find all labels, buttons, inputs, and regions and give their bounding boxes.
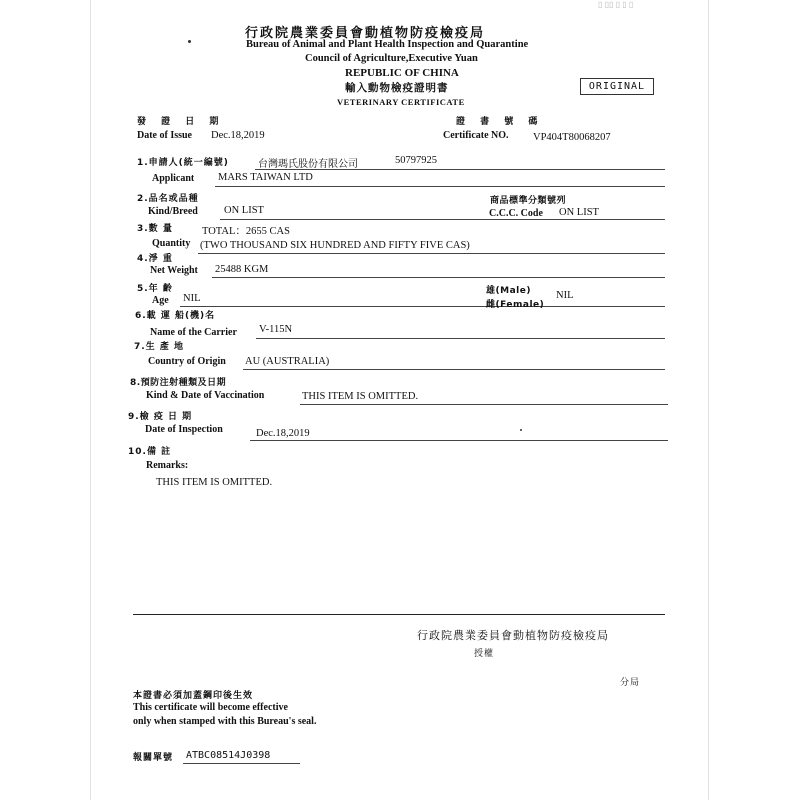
carrier-value: V-115N — [259, 324, 293, 335]
certificate-no-label-zh: 證 書 號 碼 — [456, 117, 544, 127]
ccc-value: ON LIST — [559, 207, 599, 218]
certificate-title-zh: 輸入動物檢疫證明書 — [345, 82, 449, 94]
issue-date-label: Date of Issue — [137, 130, 192, 141]
certificate-no-label: Certificate NO. — [443, 130, 509, 141]
customs-ref-rule — [183, 763, 300, 764]
notice-zh: 本證書必須加蓋鋼印後生效 — [133, 691, 254, 701]
inspection-value: Dec.18,2019 — [256, 428, 310, 439]
certificate-no-value: VP404T80068207 — [533, 132, 611, 143]
weight-label-zh: 4.淨 重 — [137, 254, 173, 264]
country-title-en: REPUBLIC OF CHINA — [345, 67, 459, 79]
inspection-rule — [250, 440, 668, 441]
remarks-label: Remarks: — [146, 460, 189, 471]
origin-value: AU (AUSTRALIA) — [245, 356, 330, 367]
kind-value: ON LIST — [224, 205, 264, 216]
ccc-label: C.C.C. Code — [489, 208, 543, 219]
customs-ref-value: ATBC08514J0398 — [186, 750, 271, 761]
age-value: NIL — [183, 293, 201, 304]
quantity-rule — [198, 253, 665, 254]
certificate-title-en: VETERINARY CERTIFICATE — [337, 97, 465, 107]
origin-rule — [243, 369, 665, 370]
ink-speck — [188, 40, 191, 43]
corner-smudge: ▯ ▯▯ ▯ ▯ ▯ — [598, 0, 634, 9]
quantity-words: (TWO THOUSAND SIX HUNDRED AND FIFTY FIVE CAS) — [200, 240, 470, 251]
applicant-en-rule — [215, 186, 665, 187]
vaccination-label-zh: 8.預防注射種類及日期 — [130, 378, 227, 388]
notice-en-line1: This certificate will become effective — [133, 702, 288, 713]
inspection-label: Date of Inspection — [145, 424, 223, 435]
carrier-label-zh: 6.載 運 船(機)名 — [135, 311, 216, 321]
council-title-en: Council of Agriculture,Executive Yuan — [305, 53, 478, 64]
origin-label-zh: 7.生 產 地 — [134, 342, 184, 352]
carrier-label: Name of the Carrier — [150, 327, 237, 338]
kind-label: Kind/Breed — [148, 206, 198, 217]
weight-value: 25488 KGM — [215, 264, 269, 275]
applicant-label-zh: 1.申請人(統一編號) — [137, 158, 229, 168]
age-label-zh: 5.年 齡 — [137, 284, 173, 294]
footer-divider — [133, 614, 665, 615]
vaccination-rule — [300, 404, 668, 405]
remarks-value: THIS ITEM IS OMITTED. — [156, 477, 273, 488]
weight-rule — [212, 277, 665, 278]
remarks-label-zh: 10.備 註 — [128, 447, 172, 457]
kind-label-zh: 2.品名或品種 — [137, 194, 199, 204]
issue-date-value: Dec.18,2019 — [211, 130, 265, 141]
original-stamp: ORIGINAL — [580, 78, 654, 95]
origin-label: Country of Origin — [148, 356, 226, 367]
applicant-tax-id: 50797925 — [395, 155, 437, 166]
inspection-label-zh: 9.檢 疫 日 期 — [128, 412, 193, 422]
quantity-label: Quantity — [152, 238, 191, 249]
branch-label-zh: 分局 — [620, 678, 641, 688]
bureau-title-en: Bureau of Animal and Plant Health Inspection and Quarantine — [246, 39, 529, 50]
weight-label: Net Weight — [150, 265, 198, 276]
kind-rule — [220, 219, 665, 220]
authorized-label-zh: 授權 — [474, 649, 495, 659]
age-rule — [180, 306, 665, 307]
footer-agency-zh: 行政院農業委員會動植物防疫檢疫局 — [417, 629, 609, 642]
applicant-value: MARS TAIWAN LTD — [218, 172, 313, 183]
quantity-label-zh: 3.數 量 — [137, 224, 173, 234]
applicant-rule — [255, 169, 665, 170]
ccc-label-zh: 商品標準分類號列 — [490, 196, 567, 206]
ink-speck — [520, 429, 522, 431]
quantity-value: TOTAL：2655 CAS — [202, 226, 290, 237]
sex-value: NIL — [556, 290, 574, 301]
applicant-label: Applicant — [152, 173, 195, 184]
applicant-value-zh: 台灣瑪氏股份有限公司 — [258, 159, 358, 170]
issue-date-label-zh: 發 證 日 期 — [137, 117, 225, 127]
female-label: 雌(Female) — [486, 300, 545, 310]
age-label: Age — [152, 295, 169, 306]
customs-ref-label-zh: 報關單號 — [133, 753, 174, 763]
carrier-rule — [256, 338, 665, 339]
vaccination-label: Kind & Date of Vaccination — [146, 390, 265, 401]
notice-en-line2: only when stamped with this Bureau's seal. — [133, 716, 317, 727]
agency-title-zh: 行政院農業委員會動植物防疫檢疫局 — [245, 26, 486, 41]
vaccination-value: THIS ITEM IS OMITTED. — [302, 391, 419, 402]
male-label: 雄(Male) — [486, 286, 531, 296]
